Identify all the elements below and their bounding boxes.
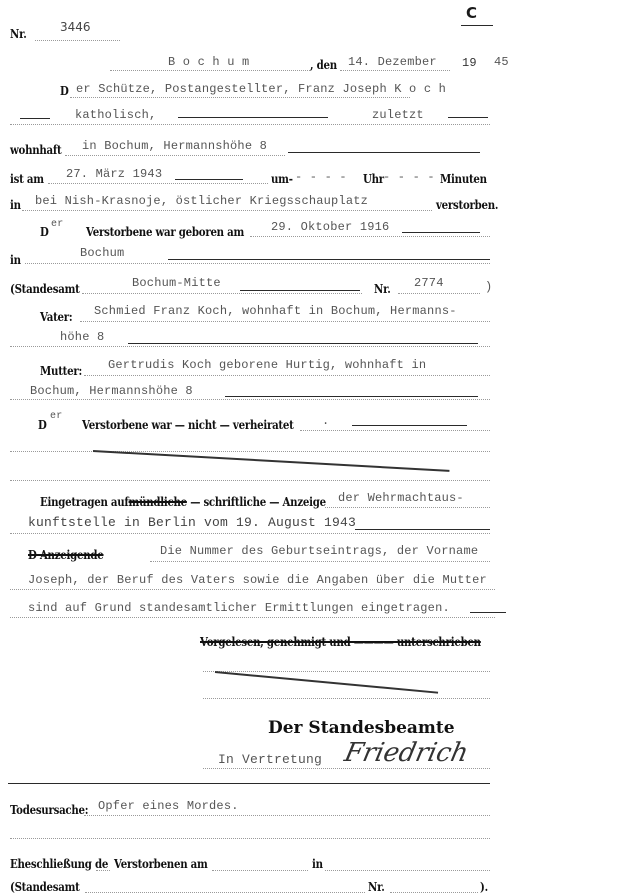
birth-in-label: in xyxy=(10,253,21,267)
struck-blank xyxy=(402,232,480,233)
death-in-label: in xyxy=(10,198,21,212)
religion-dotline xyxy=(10,124,490,125)
note-dotline3 xyxy=(10,617,495,618)
date-value: 14. Dezember xyxy=(348,55,437,69)
in-vertretung-label: In Vertretung xyxy=(218,752,323,767)
nr-label: Nr. xyxy=(10,27,27,41)
birth-prefix-suffix: er xyxy=(51,219,64,230)
mother-dotline1 xyxy=(84,375,490,376)
birth-nr-dotline xyxy=(398,293,480,294)
birth-place: Bochum xyxy=(80,246,125,260)
person-dotline xyxy=(70,97,410,98)
year-prefix: 19 xyxy=(462,56,477,70)
birth-date: 29. Oktober 1916 xyxy=(271,220,390,234)
ist-am-label: ist am xyxy=(10,172,44,186)
footer-nr-label: Nr. xyxy=(368,880,385,894)
birth-label: Verstorbene war geboren am xyxy=(86,225,245,239)
struck-blank xyxy=(128,343,478,344)
marriage-date-dotline xyxy=(212,870,308,871)
birth-nr-label: Nr. xyxy=(374,282,391,296)
birth-place-dotline xyxy=(25,263,490,264)
registration-struck-muendliche: mündliche xyxy=(128,495,187,509)
father-dotline1 xyxy=(80,321,490,322)
cause-label: Todesursache: xyxy=(10,803,89,817)
registration-note1: Die Nummer des Geburtseintrags, der Vorname xyxy=(160,544,479,558)
footer-nr-dotline xyxy=(390,892,478,893)
marriage-de-dotline xyxy=(96,870,110,871)
address-dotline xyxy=(65,155,285,156)
registration-label xyxy=(40,495,326,509)
birth-standesamt-label: (Standesamt xyxy=(10,282,80,296)
cause-dotline xyxy=(84,815,490,816)
registration-note2: Joseph, der Beruf des Vaters sowie die Angaben über die Mutter xyxy=(28,573,487,587)
death-date-dotline xyxy=(48,183,268,184)
note-dotline2 xyxy=(10,589,495,590)
corner-letter: C xyxy=(466,4,478,22)
birth-prefix: D xyxy=(40,225,49,239)
mother-line2: Bochum, Hermannshöhe 8 xyxy=(30,384,193,398)
marriage-label-a: Eheschließung de xyxy=(10,857,109,871)
struck-blank xyxy=(20,118,50,119)
signature-dotline xyxy=(203,768,490,769)
marital-dot: . xyxy=(322,414,330,428)
registration-label-a: Eingetragen auf xyxy=(40,495,129,509)
registration-label-b: — schriftliche — Anzeige xyxy=(190,495,326,509)
zuletzt-label: zuletzt xyxy=(372,108,424,122)
note-dotline1 xyxy=(150,561,490,562)
struck-blank xyxy=(178,117,328,118)
birth-close-paren: ) xyxy=(485,280,493,294)
nr-value: 3446 xyxy=(60,20,91,34)
birth-nr: 2774 xyxy=(414,276,444,290)
marriage-label-b: Verstorbenen am xyxy=(114,857,208,871)
father-line2: höhe 8 xyxy=(60,330,105,344)
blank-dotline xyxy=(10,451,490,452)
death-place: bei Nish-Krasnoje, östlicher Kriegsschauplatz xyxy=(35,194,369,208)
birth-date-dotline xyxy=(250,236,490,237)
address-value: in Bochum, Hermannshöhe 8 xyxy=(82,139,268,153)
marital-prefix: D xyxy=(38,418,47,432)
blank-dotline xyxy=(10,838,490,839)
uhr-label: Uhr xyxy=(363,172,384,186)
mother-line1: Gertrudis Koch geborene Hurtig, wohnhaft in xyxy=(108,358,427,372)
struck-blank xyxy=(288,152,480,153)
struck-blank xyxy=(240,290,360,291)
father-label: Vater: xyxy=(40,310,73,324)
mother-dotline2 xyxy=(10,399,490,400)
blank-dotline xyxy=(203,671,490,672)
strike-diagonal xyxy=(93,450,450,472)
registration-line2: kunftstelle in Berlin vom 19. August 1943 xyxy=(28,515,357,530)
place-dotline xyxy=(110,70,310,71)
struck-blank xyxy=(168,259,490,260)
blank-dotline xyxy=(10,480,490,481)
corner-underline xyxy=(461,25,493,26)
vorgelesen-struck: Vorgelesen, genehmigt und ———— unterschrieben xyxy=(200,635,481,649)
father-dotline2 xyxy=(10,346,490,347)
den-label: , den xyxy=(310,58,337,72)
marital-prefix-suffix: er xyxy=(50,411,63,422)
registration-dotline2 xyxy=(10,533,490,534)
footer-standesamt-dotline xyxy=(85,892,365,893)
struck-blank xyxy=(448,117,488,118)
death-place-dotline xyxy=(22,210,432,211)
struck-blank xyxy=(352,425,467,426)
registration-line1: der Wehrmachtaus- xyxy=(338,491,464,505)
struck-blank xyxy=(470,612,506,613)
person-name-line: er Schütze, Postangestellter, Franz Joseph K o c h xyxy=(76,82,447,96)
strike-diagonal xyxy=(215,671,438,694)
cause-value: Opfer eines Mordes. xyxy=(98,799,239,813)
person-prefix: D xyxy=(60,84,69,98)
hour-blank: - - - - xyxy=(295,170,347,184)
marital-dotline xyxy=(300,430,490,431)
official-signature: Friedrich xyxy=(341,738,472,768)
registration-dotline1 xyxy=(325,507,490,508)
marriage-in-label: in xyxy=(312,857,323,871)
marriage-place-dotline xyxy=(325,870,490,871)
place-value: B o c h u m xyxy=(168,55,250,69)
wohnhaft-label: wohnhaft xyxy=(10,143,62,157)
footer-standesamt-label: (Standesamt xyxy=(10,880,80,894)
father-line1: Schmied Franz Koch, wohnhaft in Bochum, Hermanns- xyxy=(94,304,457,318)
struck-blank xyxy=(225,396,478,397)
religion-value: katholisch, xyxy=(75,108,157,122)
date-dotline xyxy=(340,70,450,71)
birth-standesamt-dotline xyxy=(82,293,362,294)
blank-dotline xyxy=(203,698,490,699)
death-date: 27. März 1943 xyxy=(66,167,163,181)
birth-standesamt: Bochum-Mitte xyxy=(132,276,221,290)
struck-blank xyxy=(355,529,490,530)
year-suffix: 45 xyxy=(494,55,509,69)
marital-label: Verstorbene war — nicht — verheiratet xyxy=(82,418,294,432)
minute-blank: - - - - xyxy=(383,170,435,184)
footer-close: ). xyxy=(480,880,488,894)
minuten-label: Minuten xyxy=(440,172,487,186)
registration-note3: sind auf Grund standesamtlicher Ermittlungen eingetragen. xyxy=(28,601,450,615)
um-label: um- xyxy=(271,172,293,186)
footer-separator xyxy=(8,783,490,784)
verstorben-label: verstorben. xyxy=(436,198,499,212)
mother-label: Mutter: xyxy=(40,364,82,378)
standesbeamte-title: Der Standesbeamte xyxy=(268,718,455,738)
struck-blank xyxy=(175,179,243,180)
nr-dotline xyxy=(35,40,120,41)
anzeigende-struck: D Anzeigende xyxy=(28,548,104,562)
